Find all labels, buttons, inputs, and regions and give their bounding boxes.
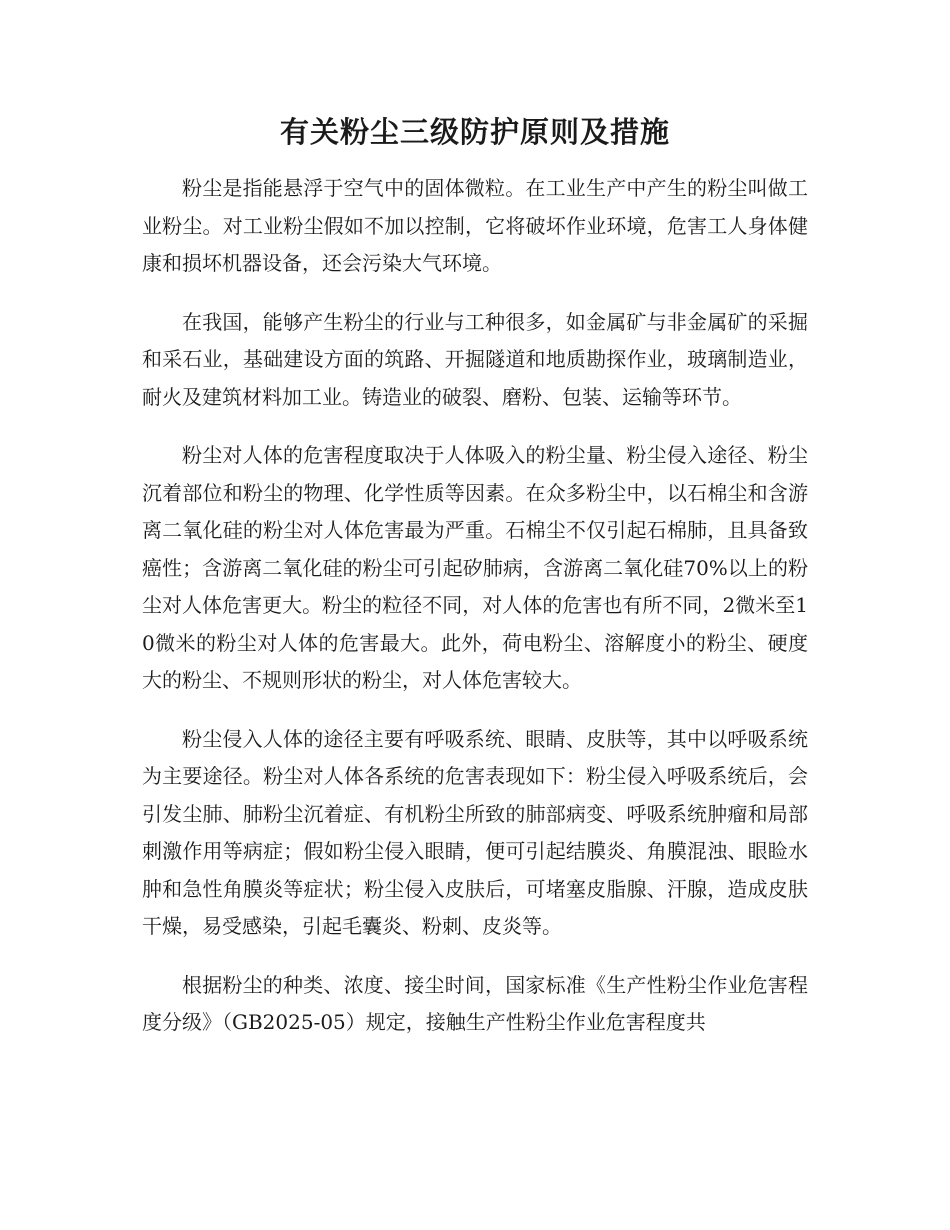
paragraph-national-standard: 根据粉尘的种类、浓度、接尘时间，国家标准《生产性粉尘作业危害程度分级》（GB2025-05）规定，接触生产性粉尘作业危害程度共: [142, 972, 808, 1034]
paragraph-definition: 粉尘是指能悬浮于空气中的固体微粒。在工业生产中产生的粉尘叫做工业粉尘。对工业粉尘假如不加以控制，它将破坏作业环境，危害工人身体健康和损坏机器设备，还会污染大气环境。: [142, 176, 808, 275]
document-page: [142, 108, 808, 1063]
document-title: 有关粉尘三级防护原则及措施: [279, 115, 670, 149]
paragraph-entry-routes: 粉尘侵入人体的途径主要有呼吸系统、眼睛、皮肤等，其中以呼吸系统为主要途径。粉尘对人体各系统的危害表现如下：粉尘侵入呼吸系统后，会引发尘肺、肺粉尘沉着症、有机粉尘所致的肺部病变、呼吸系统肿瘤和局部刺激作用等病症；假如粉尘侵入眼睛，便可引起结膜炎、角膜混浊、眼睑水肿和急性角膜炎等症状；粉尘侵入皮肤后，可堵塞皮脂腺、汗腺，造成皮肤干燥，易受感染，引起毛囊炎、粉刺、皮炎等。: [142, 726, 808, 938]
paragraph-industries: 在我国，能够产生粉尘的行业与工种很多，如金属矿与非金属矿的采掘和采石业，基础建设方面的筑路、开掘隧道和地质勘探作业，玻璃制造业，耐火及建筑材料加工业。铸造业的破裂、磨粉、包装、运输等环节。: [142, 309, 808, 409]
paragraph-hazard-degree: 粉尘对人体的危害程度取决于人体吸入的粉尘量、粉尘侵入途径、粉尘沉着部位和粉尘的物理、化学性质等因素。在众多粉尘中，以石棉尘和含游离二氧化硅的粉尘对人体危害最为严重。石棉尘不仅引起石棉肺，且具备致癌性；含游离二氧化硅的粉尘可引起矽肺病，含游离二氧化硅70%以上的粉尘对人体危害更大。粉尘的粒径不同，对人体的危害也有所不同，2微米至10微米的粉尘对人体的危害最大。此外，荷电粉尘、溶解度小的粉尘、硬度大的粉尘、不规则形状的粉尘，对人体危害较大。: [142, 443, 808, 692]
